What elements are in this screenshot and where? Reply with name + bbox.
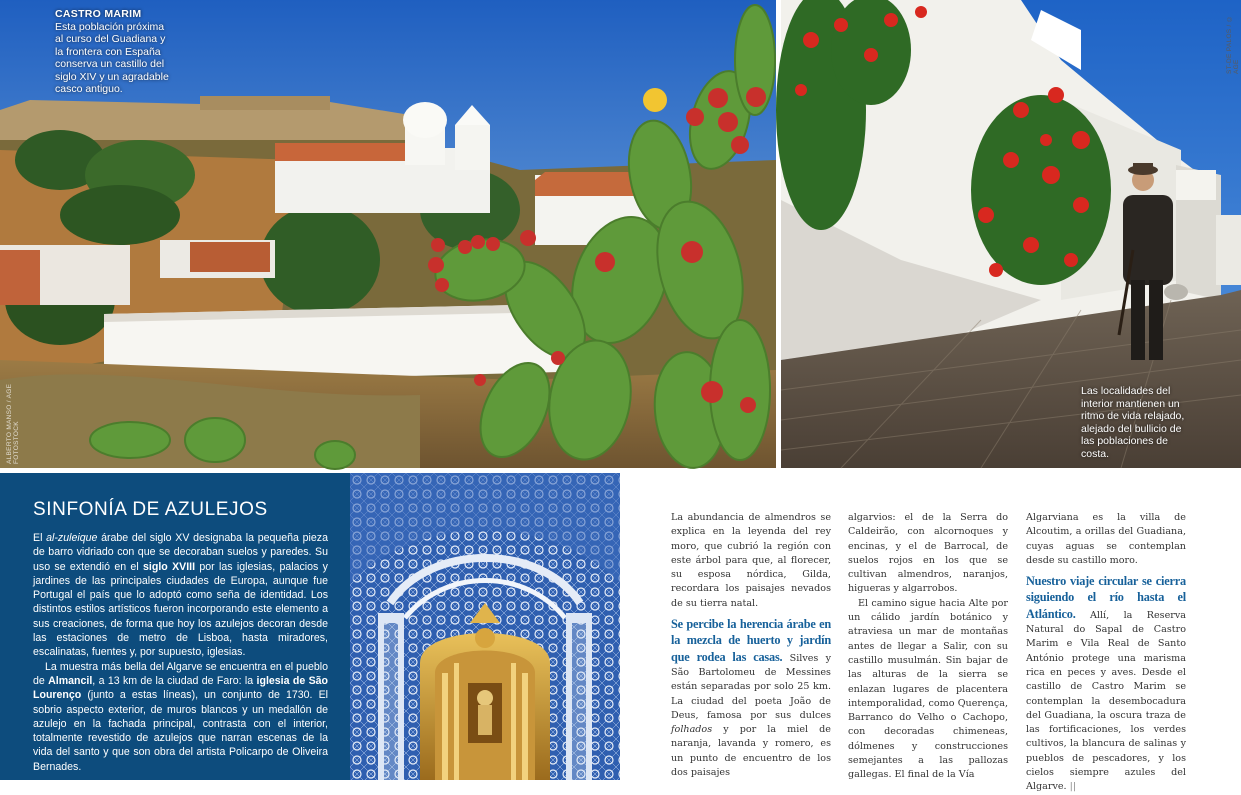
sidebar-title: SINFONÍA DE AZULEJOS (33, 499, 268, 520)
text-span-bold: siglo XVIII (143, 560, 196, 573)
church-interior-image (350, 473, 620, 780)
sidebar-paragraph (33, 531, 328, 660)
article-column-2 (848, 511, 1008, 783)
photo-church-interior (350, 473, 620, 780)
sidebar-azulejos (0, 473, 350, 780)
photo-credit-left: ALBERTO MANSO / AGE FOTOSTOCK (6, 383, 20, 464)
text-span: Silves y São Bartolomeu de Messines están separadas por solo 25 km. La ciudad del poeta João de Deus, famosa por sus dulces (671, 652, 831, 721)
caption-body: Esta población próxima al curso del Guadiana y la frontera con España conserva un castillo del siglo XIV y un agradable casco antiguo. (55, 20, 169, 95)
article-lead-in: Se percibe la herencia árabe en la mezcla de huerto y jardín que rodea las casas. (671, 617, 831, 664)
photo-credit-right: ST-DE PALOS / © AGE (1226, 14, 1240, 74)
text-span: árabe del siglo XV designaba la pequeña pieza de barro vidriado con que se decoraban suelos y paredes. Su uso se extendió en el (33, 532, 328, 573)
text-span: (junto a estas líneas), un conjunto de 1730. El sobrio aspecto exterior, de muros blancos y un medallón de azulejo en la fachada principal, contrasta con el interior, totalmente revestido de azulejos que narran escenas de la vida del santo y que son obra del artista Policarpo de Oliveira Bernades. (33, 689, 328, 773)
article-paragraph: La abundancia de almendros se explica en la leyenda del rey moro, que cubrió la región con este árbol para que, al florecer, su esposa nórdica, Gilda, recordara los paisajes nevados de su tierra natal. (671, 512, 831, 609)
text-span: por las iglesias, palacios y jardines de las principales ciudades de Europa, aunque fue Portugal el país que lo adoptó como seña de identidad. Los distintos estilos artísticos fueron incorporando este elemento a sus creaciones, de forma que hoy los azulejos decoran desde las estaciones de metro de Lisboa, hasta miradores, escalinatas, fuentes y, por supuesto, iglesias. (33, 560, 328, 659)
article-column-3 (1026, 511, 1186, 795)
article-paragraph (1026, 574, 1186, 794)
sidebar-paragraph (33, 660, 328, 774)
text-span: Allí, la Reserva Natural do Sapal de Castro Marim e Vila Real de Santo António protege una marisma rica en peces y aves. Desde el castillo de Castro Marim se contemplan la desembocadura del Guadiana, la oscura traza de las fortificaciones, los verdes cultivos, la blancura de salinas y pueblos de pescadores, y los cielos siempre azules del Algarve. (1026, 609, 1186, 793)
text-span: y por la miel de naranja, lavanda y romero, es un punto de encuentro de los dos paisajes (671, 724, 831, 779)
article-paragraph: algarvios: el de la Serra do Caldeirão, con alcornoques y encinas, y el de Barrocal, de suelos rojos en los que se cultivan almendros, naranjos, higueras y algarrobos. (848, 512, 1008, 595)
article-column-1 (671, 511, 831, 780)
text-span-bold: iglesia de São Lourenço (33, 674, 328, 702)
text-span: La muestra más bella del Algarve se encuentra en el pueblo de (33, 660, 328, 687)
photo-caption-castro-marim (55, 8, 170, 96)
end-of-article-mark: || (1066, 781, 1077, 793)
article-paragraph: El camino sigue hacia Alte por un cálido jardín botánico y atraviesa un mar de montañas antes de llegar a Salir, con su castillo musulmán. Sin bajar de las alturas de la sierra se enlazan lugares de placentera intemporalidad, como Querença, Barranco do Velho o Cachopo, con decoradas chimeneas, dólmenes y construcciones semejantes a las pallozas gallegas. El final de la Vía (848, 597, 1008, 781)
text-span-bold: Almancil (48, 674, 93, 687)
caption-body: Las localidades del interior mantienen un ritmo de vida relajado, alejado del bullicio de las poblaciones de costa. (1081, 385, 1185, 460)
article-paragraph (671, 617, 831, 780)
text-span: El (33, 532, 47, 544)
text-span: , a 13 km de la ciudad de Faro: la (92, 674, 257, 687)
article-lead-in: Nuestro viaje circular se cierra siguiendo el río hasta el Atlántico. (1026, 574, 1186, 621)
text-span-italic: al-zuleique (46, 532, 98, 544)
article-paragraph: Algarviana es la villa de Alcoutim, a orillas del Guadiana, cuyas aguas se contemplan desde su castillo moro. (1026, 512, 1186, 566)
caption-title: CASTRO MARIM (55, 8, 142, 20)
text-span-italic: folhados (671, 724, 713, 736)
photo-caption-village (1081, 385, 1196, 460)
